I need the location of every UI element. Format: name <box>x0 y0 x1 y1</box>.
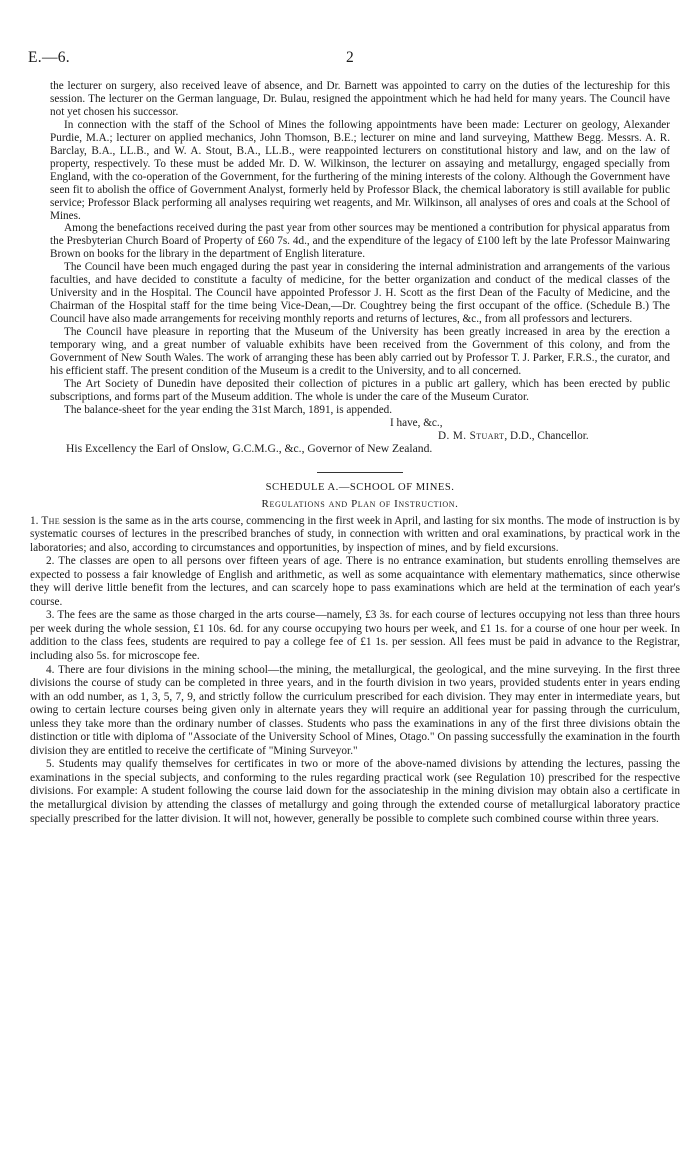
page-reference: E.—6. <box>28 49 70 66</box>
paragraph-museum: The Council have pleasure in reporting that the Museum of the University has been greatly increased in area by the erection a temporary wing, and a great number of valuable exhibits have been received from the Government of this colony, and from the Government of New South Wales. The work of arranging these has been ably carried out by Professor T. J. Parker, F.R.S., the curator, and his efficient staff. The present condition of the Museum is a credit to the University, and to all concerned. <box>50 326 670 377</box>
page-header <box>28 49 678 72</box>
regulation-item: 4. There are four divisions in the mining school—the mining, the metallurgical, the geological, and the mine surveying. In the first three divisions the course of study can be completed in three years, and in the fourth division in two years, provided students enter in years ending with an odd number, as 1, 3, 5, 7, 9, and strictly follow the curriculum prescribed for each division. They may enter in intermediate years, but owing to certain lecture courses being given only in alternate years they will require an additional year for passing through the curriculum, unless they take more than the ordinary number of classes. Students who pass the examinations in any of the first three divisions obtain the distinction or title with diploma of "Associate of the University School of Mines, Otago." On passing successfully the examination in the fourth division they are entitled to receive the certificate of "Mining Surveyor." <box>30 663 680 757</box>
closing-salutation: I have, &c., <box>390 416 443 429</box>
letter-closing <box>50 417 670 456</box>
regulation-item: 5. Students may qualify themselves for certificates in two or more of the above-named divisions by attending the lectures, passing the examinations in the special subjects, and conforming to the rules regarding practical work (see Regulation 10) prescribed for the respective divisions. For example: A student following the course laid down for the associateship in the mining division may obtain also a certificate in the metallurgical division by attending the classes of metallurgy and going through the extended course of metallurgical laboratory practice specially prescribed for the latter division. It will not, however, generally be possible to complete such combined course within three years. <box>30 758 680 825</box>
signature-title: , D.D., Chancellor. <box>504 429 589 442</box>
paragraph-balance-sheet: The balance-sheet for the year ending the 31st March, 1891, is appended. <box>64 403 393 416</box>
regulation-number: 1. <box>30 514 42 527</box>
section-divider <box>317 472 403 473</box>
paragraph-continuation: the lecturer on surgery, also received leave of absence, and Dr. Barnett was appointed to carry on the duties of the lectureship for this session. The lecturer on the German language, Dr. Bulau, resigned the appointment which he had held for many years. The Council have not yet chosen his successor. <box>50 80 670 118</box>
regulation-item: 3. The fees are the same as those charged in the arts course—namely, £3 3s. for each course of lectures occupying not less than three hours per week during the whole session, £1 10s. 6d. for any course occupying two hours per week, and £1 1s. for a course of one hour per week. In addition to the class fees, students are required to pay a college fee of £1 1s. per session. All fees must be paid in advance to the Registrar, including also 5s. for microscope fee. <box>30 609 680 663</box>
report-body <box>30 80 681 826</box>
regulation-text: session is the same as in the arts course, commencing in the first week in April, and lasting for six months. The mode of instruction is by systematic courses of lectures in the prescribed branches of study, in connection with written and oral examinations, by practical work in the laboratories; and also, according to circumstances and opportunities, by inspection of mines, and by field excursions. <box>30 514 681 554</box>
paragraph-faculty-of-medicine: The Council have been much engaged during the past year in considering the internal administration and arrangements of the various faculties, and have decided to constitute a faculty of medicine, for the better organization and conduct of the medical classes of the University and in the Hospital. The Council have appointed Professor J. H. Scott as the first Dean of the Faculty of Medicine, and the Chairman of the Hospital staff for the time being Vice-Dean,—Dr. Coughtrey being the first occupant of the office. (Schedule B.) The Council have also made arrangements for receiving monthly reports and returns of lectures, &c., from all professors and lecturers. <box>50 261 670 326</box>
paragraph-art-society: The Art Society of Dunedin have deposited their collection of pictures in a public art gallery, which has been erected by public subscriptions, and forms part of the Museum addition. The whole is under the care of the Museum Curator. <box>50 377 670 403</box>
paragraph-benefactions: Among the benefactions received during the past year from other sources may be mentioned a contribution for physical apparatus from the Presbyterian Church Board of Property of £60 7s. 4d., and the expenditure of the legacy of £100 left by the late Professor Mainwaring Brown on books for the library in the department of English literature. <box>50 222 670 261</box>
regulation-first-word: The <box>41 514 61 527</box>
signature-name: D. M. Stuart <box>438 429 505 442</box>
paragraph-school-of-mines-staff: In connection with the staff of the School of Mines the following appointments have been made: Lecturer on geology, Alexander Purdie, M.A.; lecturer on applied mechanics, John Thomson, B.E.; lecturer on mine and land surveying, Matthew Begg. Messrs. A. R. Barclay, B.A., LL.B., and W. A. Stout, B.A., LL.B., were reappointed lecturers on constitutional history and law, and on the law of property, respectively. To these must be added Mr. D. W. Wilkinson, the lecturer on assaying and metallurgy, engaged specially from England, with the co-operation of the Government, for the furthering of the mining interests of the colony. Although the Government have seen fit to abolish the office of Government Analyst, formerly held by Professor Black, the chemical laboratory is still available for public service; Professor Black performing all analyses requiring wet reagents, and Mr. Wilkinson, all analyses of ores and coals at the School of Mines. <box>50 118 670 222</box>
regulation-item <box>30 515 680 556</box>
regulation-item: 2. The classes are open to all persons over fifteen years of age. There is no entrance examination, but students enrolling themselves are expected to possess a fair knowledge of English and arithmetic, as well as some acquaintance with elementary mathematics, since otherwise they will derive little benefit from the lectures, and can scarcely hope to pass examinations which are held at the termination of each year's course. <box>30 555 680 608</box>
page-number: 2 <box>346 49 354 66</box>
schedule-title: SCHEDULE A.—SCHOOL OF MINES. <box>265 481 455 493</box>
signature-line <box>50 430 670 443</box>
addressee: His Excellency the Earl of Onslow, G.C.M.G., &c., Governor of New Zealand. <box>66 441 433 455</box>
schedule-regulations <box>30 515 680 827</box>
schedule-subtitle: Regulations and Plan of Instruction. <box>261 497 459 510</box>
